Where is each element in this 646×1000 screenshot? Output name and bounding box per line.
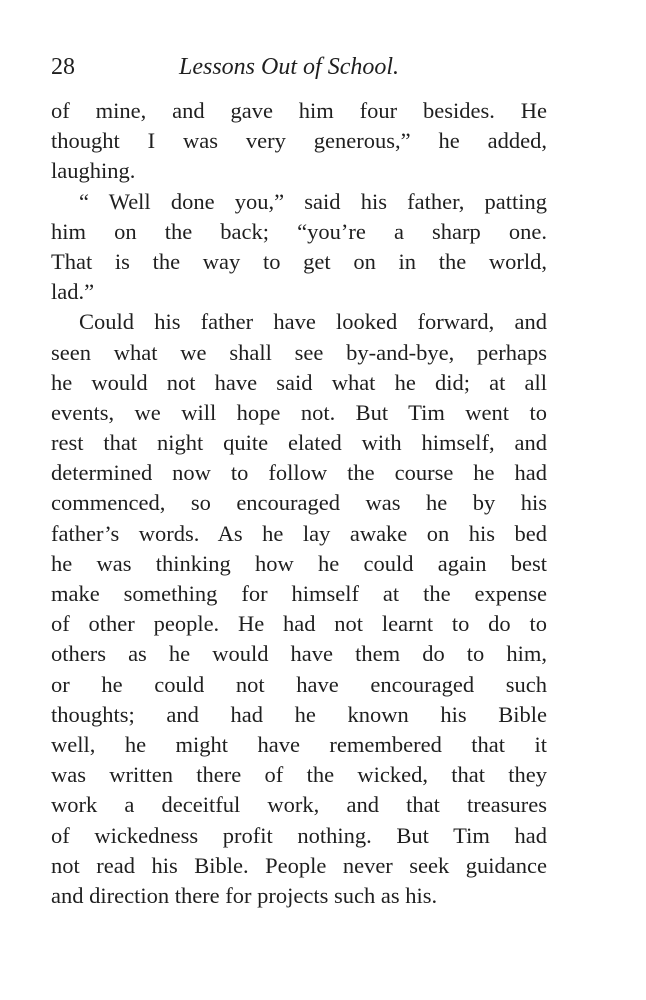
text-line: lad.” [51, 279, 95, 305]
page-header [51, 50, 547, 84]
text-line: not read his Bible. People never seek guidance [51, 852, 547, 878]
text-line: he would not have said what he did; at all [51, 369, 547, 395]
text-line: was written there of the wicked, that they [51, 762, 547, 788]
text-line: rest that night quite elated with himself, and [51, 430, 547, 456]
text-line: or he could not have encouraged such [51, 671, 547, 697]
text-line: well, he might have remembered that it [51, 731, 547, 757]
text-line: and direction there for projects such as his. [51, 882, 438, 908]
text-line: Could his father have looked forward, and [79, 309, 547, 335]
text-line: seen what we shall see by-and-bye, perhaps [51, 339, 547, 365]
body-text [51, 96, 547, 911]
text-line: laughing. [51, 158, 136, 184]
text-line: determined now to follow the course he had [51, 460, 547, 486]
text-line: he was thinking how he could again best [51, 550, 547, 576]
page-number: 28 [51, 54, 75, 80]
text-line: work a deceitful work, and that treasures [51, 792, 547, 818]
text-line: of wickedness profit nothing. But Tim had [51, 822, 547, 848]
text-line: make something for himself at the expense [51, 581, 547, 606]
text-line: commenced, so encouraged was he by his [51, 490, 547, 516]
text-line: father’s words. As he lay awake on his bed [51, 520, 547, 546]
running-title: Lessons Out of School. [179, 54, 400, 80]
text-line: others as he would have them do to him, [51, 641, 547, 667]
text-line: of mine, and gave him four besides. He [51, 98, 547, 123]
text-line: That is the way to get on in the world, [51, 248, 547, 274]
text-line: “ Well done you,” said his father, patting [79, 188, 547, 214]
text-line: thoughts; and had he known his Bible [51, 701, 547, 727]
text-line: of other people. He had not learnt to do to [51, 611, 547, 637]
text-line: events, we will hope not. But Tim went to [51, 399, 547, 425]
text-line: him on the back; “you’re a sharp one. [51, 218, 547, 244]
text-line: thought I was very generous,” he added, [51, 128, 547, 154]
